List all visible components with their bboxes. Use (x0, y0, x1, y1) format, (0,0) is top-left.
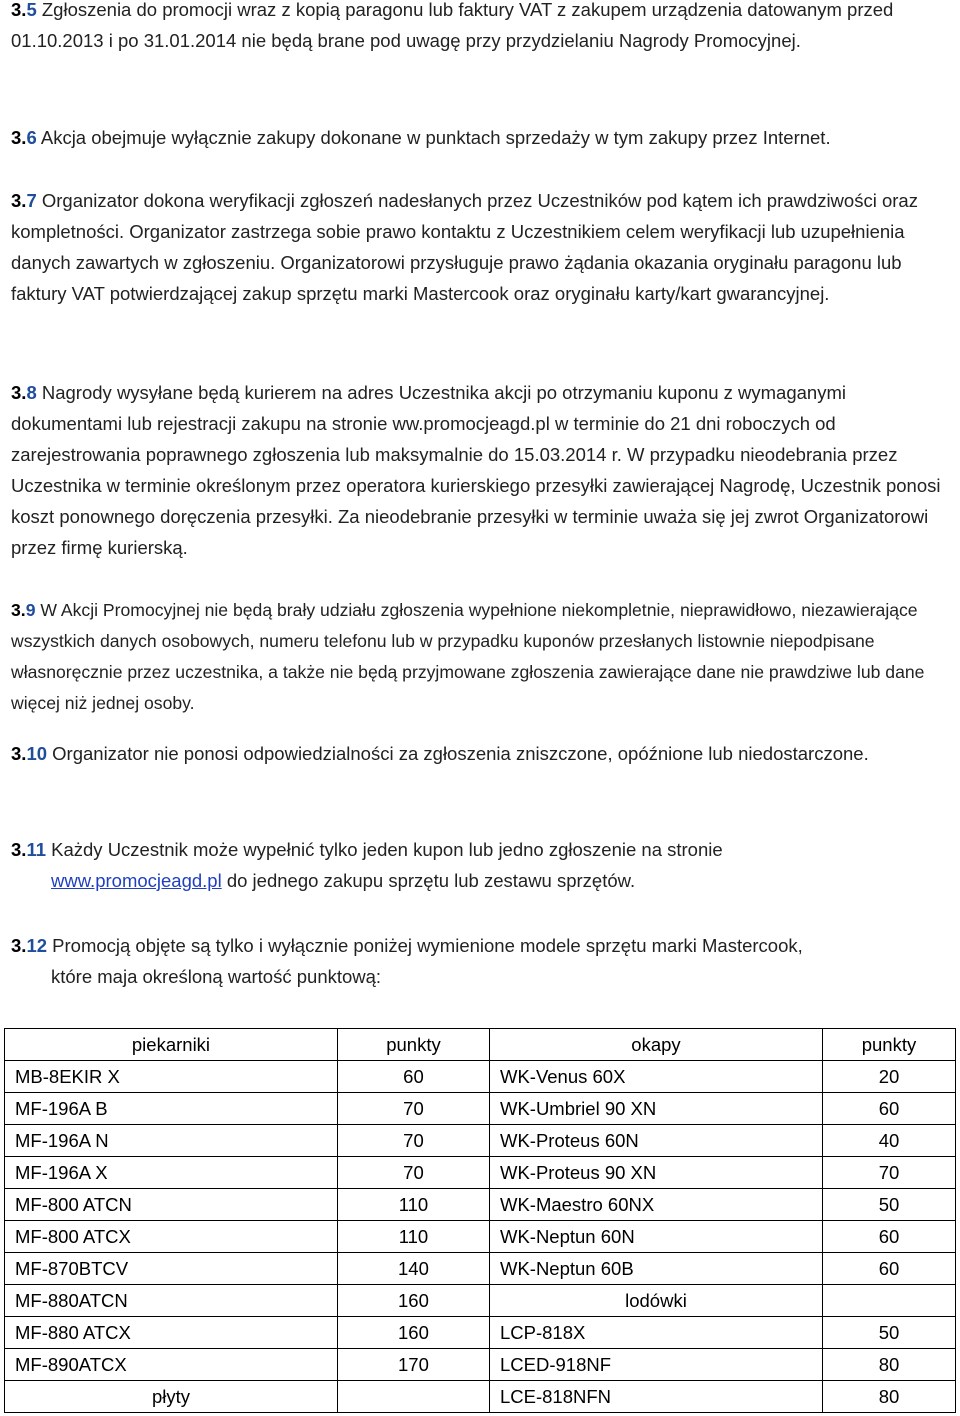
points-cell: 70 (822, 1157, 955, 1189)
model-cell: MF-196A B (5, 1093, 338, 1125)
section-text: W Akcji Promocyjnej nie będą brały udziału zgłoszenia wypełnione niekompletnie, nieprawidłowo, niezawierające wszystkich danych osobowych, numeru telefonu lub w przypadku kuponów przesłanych listownie niepodpisane własnoręcznie przez uczestnika, a także nie będą przyjmowane zgłoszenia zawierające dane nie prawdziwe lub dane więcej niż jednej osoby. (11, 600, 925, 713)
table-row (5, 1381, 956, 1413)
category-cell-lodowki: lodówki (489, 1285, 822, 1317)
model-cell: LCED-918NF (489, 1349, 822, 1381)
section-text: Nagrody wysyłane będą kurierem na adres Uczestnika akcji po otrzymaniu kuponu z wymaganymi dokumentami lub rejestracji zakupu na stronie ww.promocjeagd.pl w terminie do 21 dni roboczych od zarejestrowania poprawnego zgłoszenia lub maksymalnie do 15.03.2014 r. W przypadku nieodebrania przez Uczestnika w terminie określonym przez operatora kurierskiego przesyłki zawierającej Nagrodę, Uczestnik ponosi koszt ponownego doręczenia przesyłki. Za nieodebranie przesyłki w terminie uważa się jej zwrot Organizatorowi przez firmę kurierską. (11, 382, 941, 558)
section-3-7 (11, 185, 951, 309)
points-cell: 70 (337, 1157, 489, 1189)
model-cell: MF-196A X (5, 1157, 338, 1189)
table-row (5, 1349, 956, 1381)
section-number-suffix: 8 (26, 382, 37, 403)
section-text: Organizator nie ponosi odpowiedzialności za zgłoszenia zniszczone, opóźnione lub niedostarczone. (47, 743, 869, 764)
points-cell: 50 (822, 1189, 955, 1221)
table-row (5, 1061, 956, 1093)
table-row (5, 1093, 956, 1125)
points-cell: 140 (337, 1253, 489, 1285)
section-number-suffix: 10 (26, 743, 48, 764)
points-cell: 80 (822, 1381, 955, 1413)
points-cell: 160 (337, 1317, 489, 1349)
model-cell: WK-Umbriel 90 XN (489, 1093, 822, 1125)
model-cell: MF-870BTCV (5, 1253, 338, 1285)
points-cell: 110 (337, 1189, 489, 1221)
points-cell: 70 (337, 1093, 489, 1125)
section-text: Zgłoszenia do promocji wraz z kopią paragonu lub faktury VAT z zakupem urządzenia datowanym przed 01.10.2013 i po 31.01.2014 nie będą brane pod uwagę przy przydzielaniu Nagrody Promocyjnej. (11, 0, 894, 51)
points-cell: 20 (822, 1061, 955, 1093)
section-3-5 (11, 0, 951, 56)
header-punkty-2: punkty (822, 1029, 955, 1061)
model-cell: WK-Maestro 60NX (489, 1189, 822, 1221)
section-number-suffix: 12 (26, 935, 48, 956)
section-3-9 (11, 595, 951, 719)
section-number-prefix: 3. (11, 0, 27, 20)
section-number-suffix: 9 (25, 600, 36, 620)
section-number-prefix: 3. (11, 190, 27, 211)
model-cell: MF-800 ATCX (5, 1221, 338, 1253)
section-number-suffix: 5 (26, 0, 37, 20)
points-cell: 160 (337, 1285, 489, 1317)
table-row (5, 1157, 956, 1189)
table-row (5, 1253, 956, 1285)
header-okapy: okapy (489, 1029, 822, 1061)
section-text: Organizator dokona weryfikacji zgłoszeń nadesłanych przez Uczestników pod kątem ich prawdziwości oraz kompletności. Organizator zastrzega sobie prawo kontaktu z Uczestnikiem celem weryfikacji lub uzupełnienia danych zawartych w zgłoszeniu. Organizatorowi przysługuje prawo żądania okazania oryginału paragonu lub faktury VAT potwierdzającej zakup sprzętu marki Mastercook oraz oryginału karty/kart gwarancyjnej. (11, 190, 918, 304)
points-cell: 60 (822, 1093, 955, 1125)
points-table (4, 1028, 956, 1413)
points-cell: 80 (822, 1349, 955, 1381)
section-text: Każdy Uczestnik może wypełnić tylko jeden kupon lub jedno zgłoszenie na stronie (46, 839, 723, 860)
model-cell: WK-Neptun 60N (489, 1221, 822, 1253)
section-3-12 (11, 930, 960, 992)
section-text: Promocją objęte są tylko i wyłącznie poniżej wymienione modele sprzętu marki Mastercook, (47, 935, 803, 956)
category-cell-plyty: płyty (5, 1381, 338, 1413)
promocjeagd-link[interactable]: www.promocjeagd.pl (51, 870, 222, 891)
section-number-suffix: 6 (26, 127, 37, 148)
section-text-line2: które maja określoną wartość punktową: (51, 966, 382, 987)
table-row (5, 1189, 956, 1221)
section-text-after-link: do jednego zakupu sprzętu lub zestawu sprzętów. (221, 870, 636, 891)
section-number-prefix: 3. (11, 743, 27, 764)
model-cell: MB-8EKIR X (5, 1061, 338, 1093)
model-cell: MF-880ATCN (5, 1285, 338, 1317)
table-row (5, 1285, 956, 1317)
section-number-prefix: 3. (11, 839, 27, 860)
points-cell: 170 (337, 1349, 489, 1381)
section-3-11 (11, 834, 960, 896)
model-cell: MF-800 ATCN (5, 1189, 338, 1221)
section-3-6 (11, 122, 951, 153)
model-cell: LCP-818X (489, 1317, 822, 1349)
model-cell: LCE-818NFN (489, 1381, 822, 1413)
model-cell: WK-Proteus 90 XN (489, 1157, 822, 1189)
header-piekarniki: piekarniki (5, 1029, 338, 1061)
points-cell (337, 1381, 489, 1413)
points-cell: 60 (822, 1221, 955, 1253)
model-cell: WK-Venus 60X (489, 1061, 822, 1093)
model-cell: MF-890ATCX (5, 1349, 338, 1381)
header-punkty-1: punkty (337, 1029, 489, 1061)
points-cell: 60 (337, 1061, 489, 1093)
model-cell: WK-Neptun 60B (489, 1253, 822, 1285)
section-number-prefix: 3. (11, 382, 27, 403)
points-cell: 40 (822, 1125, 955, 1157)
section-number-prefix: 3. (11, 600, 26, 620)
points-cell: 110 (337, 1221, 489, 1253)
table-row (5, 1317, 956, 1349)
section-number-suffix: 11 (26, 839, 46, 860)
points-cell: 70 (337, 1125, 489, 1157)
table-row (5, 1125, 956, 1157)
table-row (5, 1221, 956, 1253)
section-number-prefix: 3. (11, 935, 27, 956)
points-cell: 50 (822, 1317, 955, 1349)
model-cell: MF-880 ATCX (5, 1317, 338, 1349)
section-3-10 (11, 738, 951, 769)
table-header-row (5, 1029, 956, 1061)
points-cell: 60 (822, 1253, 955, 1285)
section-3-8 (11, 377, 951, 563)
model-cell: MF-196A N (5, 1125, 338, 1157)
section-number-prefix: 3. (11, 127, 27, 148)
model-cell: WK-Proteus 60N (489, 1125, 822, 1157)
section-number-suffix: 7 (26, 190, 37, 211)
points-cell (822, 1285, 955, 1317)
section-text: Akcja obejmuje wyłącznie zakupy dokonane w punktach sprzedaży w tym zakupy przez Internet. (36, 127, 831, 148)
